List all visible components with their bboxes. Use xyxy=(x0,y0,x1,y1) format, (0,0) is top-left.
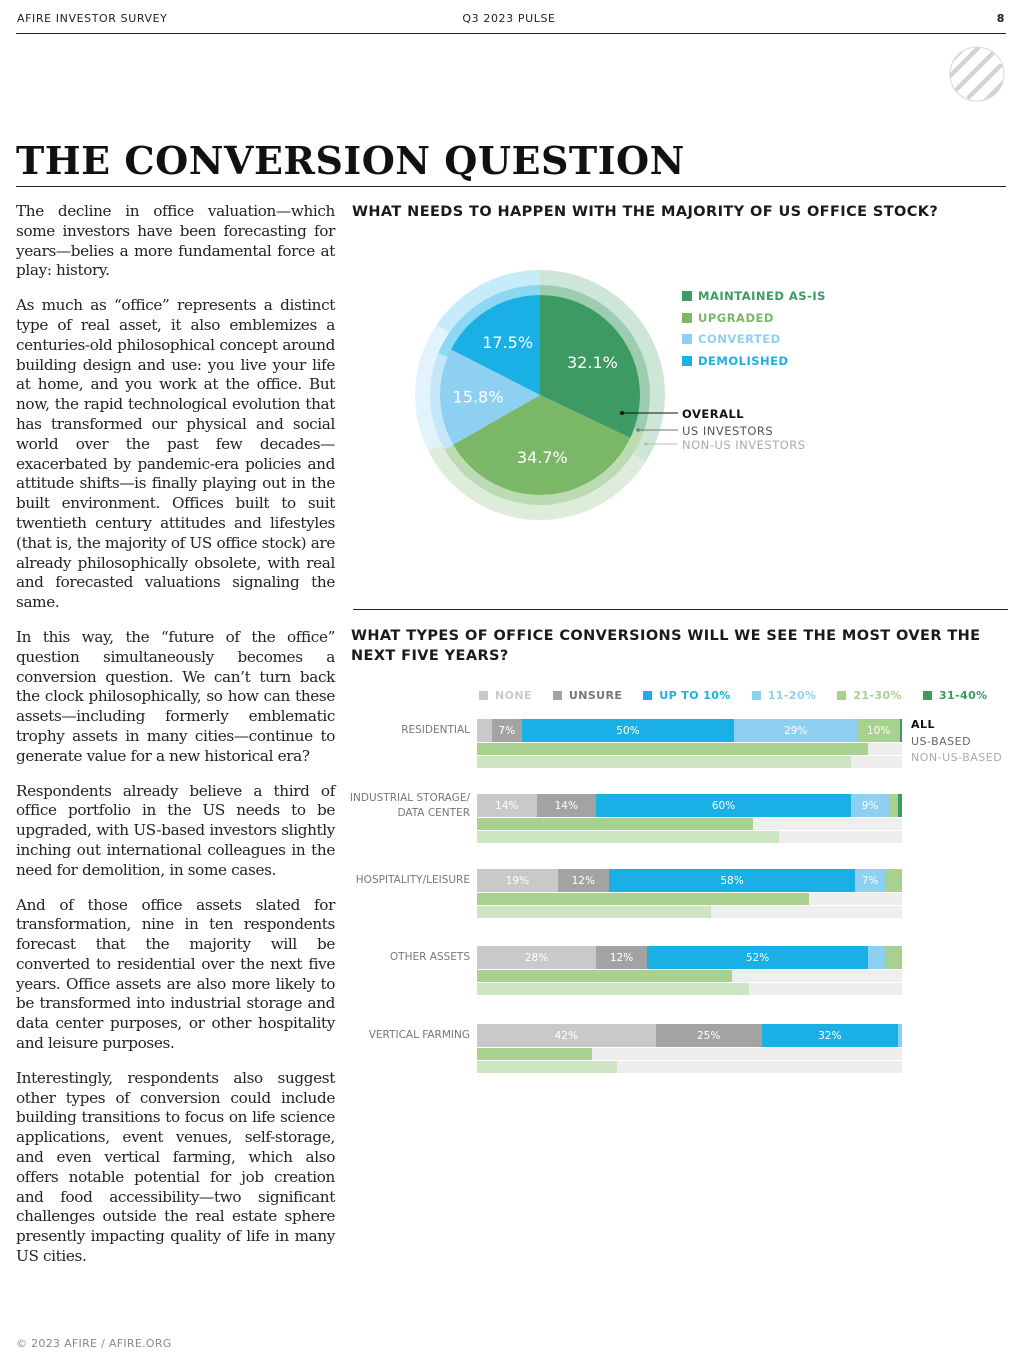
legend-label: MAINTAINED AS-IS xyxy=(698,288,826,303)
header-rule xyxy=(16,33,1006,34)
body-paragraph: In this way, the “future of the office” question simultaneously becomes a conversion question. We can’t turn back the clock philosophically, so how can these assets—including formerly emblematic trophy assets in many cities—continue to generate value for a new historical era? xyxy=(16,627,335,765)
bar-segment xyxy=(898,1024,902,1047)
legend-label: 21-30% xyxy=(853,689,902,702)
bar-us-based xyxy=(477,743,868,755)
pie-leader-lines xyxy=(600,400,680,460)
bar-segment xyxy=(868,946,885,969)
bar-segment: 10% xyxy=(857,719,900,742)
bar-segment: 42% xyxy=(477,1024,656,1047)
bar-segment: 28% xyxy=(477,946,596,969)
bar-segment xyxy=(889,794,898,817)
body-paragraph: Respondents already believe a third of office portfolio in the US needs to be upgraded, with US-based investors slightly inching out international colleagues in the need for demolition, in some cases. xyxy=(16,781,335,879)
bar-us-based xyxy=(477,1048,592,1060)
pie-chart-title: WHAT NEEDS TO HAPPEN WITH THE MAJORITY OF US OFFICE STOCK? xyxy=(352,204,939,220)
legend-label: 31-40% xyxy=(938,689,988,702)
pie-data-label: 34.7% xyxy=(516,447,568,467)
bar-non-us-based xyxy=(477,1061,617,1073)
afire-logo-icon xyxy=(949,46,1005,102)
bar-legend-item xyxy=(923,689,988,702)
pie-data-label: 15.8% xyxy=(452,387,504,407)
legend-swatch xyxy=(553,691,562,700)
bar-category-label: OTHER ASSETS xyxy=(389,951,470,963)
legend-swatch xyxy=(682,313,692,323)
body-paragraph: The decline in office valuation—which some investors have been forecasting for years—belies a more fundamental force at play: history. xyxy=(16,202,335,280)
bar-segment: 19% xyxy=(477,869,558,892)
bar-legend-item xyxy=(643,689,730,702)
bar-segment: 52% xyxy=(647,946,868,969)
legend-swatch xyxy=(752,691,761,700)
pie-data-label: 32.1% xyxy=(567,352,618,372)
legend-swatch xyxy=(479,691,488,700)
page-number: 8 xyxy=(996,12,1005,25)
bar-category-label: INDUSTRIAL STORAGE/ DATA CENTER xyxy=(349,792,470,819)
bar-segment: 29% xyxy=(734,719,857,742)
row-label-all: ALL xyxy=(911,718,936,731)
bar-non-us-based xyxy=(477,756,851,768)
title-rule xyxy=(16,186,1006,187)
row-label-non-us-based: NON-US-BASED xyxy=(911,751,1003,764)
bar-segment: 14% xyxy=(477,794,537,817)
legend-swatch xyxy=(682,291,692,301)
bar-category-label: RESIDENTIAL xyxy=(401,724,470,736)
legend-label: 11-20% xyxy=(767,689,817,702)
body-text xyxy=(16,202,335,1282)
bar-segment xyxy=(898,794,902,817)
bar-legend-item xyxy=(837,689,902,702)
bar-segment: 32% xyxy=(762,1024,898,1047)
legend-label: NONE xyxy=(495,689,532,702)
bar-segment: 58% xyxy=(609,869,856,892)
bar-segment: 9% xyxy=(851,794,889,817)
bar-segment: 25% xyxy=(656,1024,762,1047)
bar-segment: 60% xyxy=(596,794,851,817)
legend-swatch xyxy=(643,691,652,700)
bar-non-us-based xyxy=(477,983,749,995)
bar-segment: 12% xyxy=(558,869,609,892)
pie-legend-item xyxy=(682,329,826,351)
bar-category-label: VERTICAL FARMING xyxy=(368,1029,470,1041)
header-edition: Q3 2023 PULSE xyxy=(462,12,556,25)
legend-swatch xyxy=(923,691,932,700)
ring-label-non-us-investors: NON-US INVESTORS xyxy=(682,438,806,452)
pie-legend xyxy=(682,285,826,372)
bar-legend-item xyxy=(553,689,622,702)
office-stock-pie-chart xyxy=(400,255,680,535)
body-paragraph: As much as “office” represents a distinct type of real asset, it also emblemizes a centuries-old philosophical concept around building design and use: you live your life at home, and you work at the office. But now, the rapid technological evolution that has transformed our physical and social world over the past few decades—exacerbated by pandemic-era policies and attitude shifts—is finally playing out in the built environment. Offices built to suit twentieth century attitudes and lifestyles (that is, the majority of US office stock) are already philosophically obsolete, with real and forecasted valuations signaling the same. xyxy=(16,296,335,612)
bar-us-based xyxy=(477,970,732,982)
legend-label: DEMOLISHED xyxy=(698,354,789,369)
pie-data-label: 17.5% xyxy=(482,333,534,353)
bar-segment xyxy=(885,946,902,969)
bar-segment xyxy=(885,869,902,892)
ring-label-overall: OVERALL xyxy=(682,407,745,421)
legend-label: CONVERTED xyxy=(698,332,781,347)
pie-legend-item xyxy=(682,350,826,372)
bar-legend-item xyxy=(479,689,532,702)
bar-segment xyxy=(477,719,492,742)
footer-copyright: © 2023 AFIRE / AFIRE.ORG xyxy=(16,1337,172,1350)
bar-segment: 7% xyxy=(492,719,522,742)
legend-swatch xyxy=(682,334,692,344)
header-survey-name: AFIRE INVESTOR SURVEY xyxy=(17,12,168,25)
body-paragraph: And of those office assets slated for transformation, nine in ten respondents forecast that the majority will be converted to residential over the next five years. Office assets are also more likely to be transformed into industrial storage and data center purposes, or other hospitality and leisure purposes. xyxy=(16,895,335,1053)
bar-segment: 12% xyxy=(596,946,647,969)
bar-segment: 50% xyxy=(522,719,735,742)
legend-label: UNSURE xyxy=(568,689,623,702)
legend-label: UP TO 10% xyxy=(659,689,731,702)
bar-legend xyxy=(479,689,1009,702)
bar-category-label: HOSPITALITY/LEISURE xyxy=(355,874,470,886)
pie-legend-item xyxy=(682,307,826,329)
pie-legend-item xyxy=(682,285,826,307)
row-label-us-based: US-BASED xyxy=(911,735,972,748)
bar-non-us-based xyxy=(477,906,711,918)
bar-segment: 14% xyxy=(537,794,597,817)
legend-swatch xyxy=(682,356,692,366)
bar-us-based xyxy=(477,818,753,830)
bar-us-based xyxy=(477,893,809,905)
bar-legend-item xyxy=(752,689,817,702)
bar-chart-title: WHAT TYPES OF OFFICE CONVERSIONS WILL WE SEE THE MOST OVER THE NEXT FIVE YEARS? xyxy=(351,628,981,664)
body-paragraph: Interestingly, respondents also suggest other types of conversion could include building transitions to focus on life science applications, event venues, self-storage, and even vertical farming, which also offers notable potential for job creation and food accessibility—two significant challenges outside the real estate sphere presently impacting quality of life in many US cities. xyxy=(16,1068,335,1266)
legend-label: UPGRADED xyxy=(698,310,774,325)
section-rule xyxy=(353,609,1008,610)
bar-non-us-based xyxy=(477,831,779,843)
page-title: THE CONVERSION QUESTION xyxy=(16,138,685,183)
legend-swatch xyxy=(837,691,846,700)
bar-segment: 7% xyxy=(855,869,885,892)
bar-segment xyxy=(900,719,902,742)
ring-label-us-investors: US INVESTORS xyxy=(682,424,774,438)
